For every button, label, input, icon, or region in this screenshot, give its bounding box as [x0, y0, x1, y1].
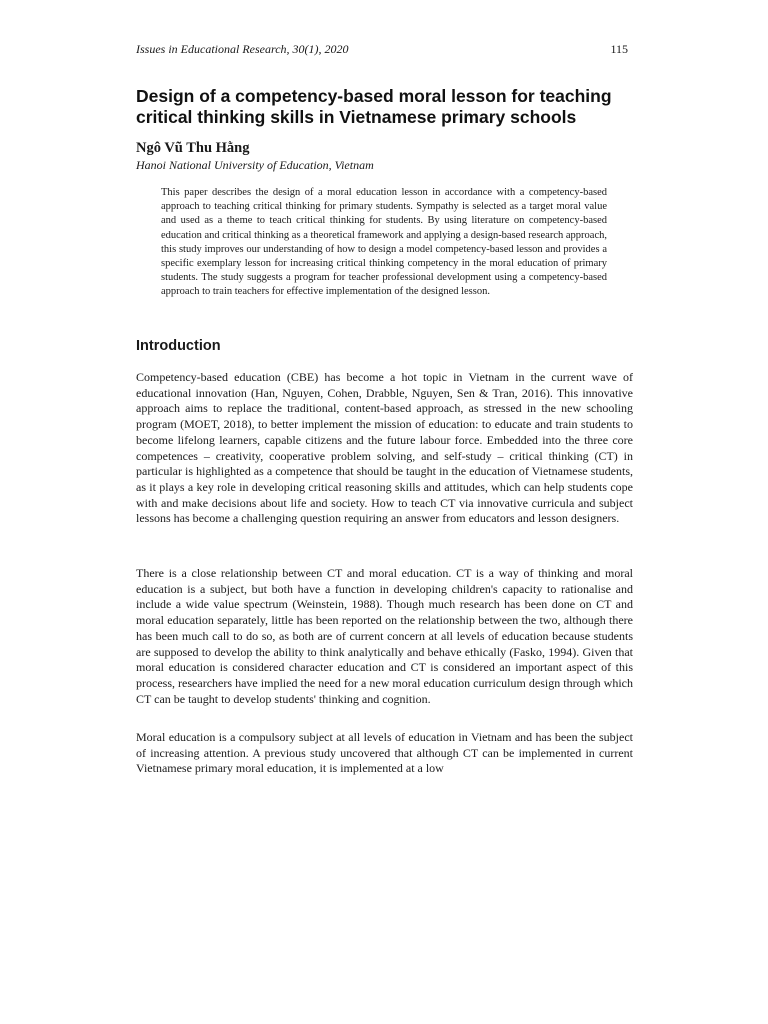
- page-number: 115: [610, 42, 628, 56]
- article-title: Design of a competency-based moral lesson for teaching critical thinking skills in Vietnamese primary schools: [136, 86, 612, 127]
- section-heading: Introduction: [136, 338, 221, 354]
- author-affiliation: Hanoi National University of Education, Vietnam: [136, 158, 374, 172]
- body-paragraph: There is a close relationship between CT and moral education. CT is a way of thinking and moral education is a subject, but both have a function in developing children's capacity to rationalise and include a wide value spectrum (Weinstein, 1988). Though much research has been done on CT and moral education separately, little has been reported on the relationship between the two, although there has been much call to do so, as both are of current concern at all levels of education because students are supposed to develop the ability to think analytically and behave ethically (Fasko, 1994). Given that moral education is considered character education and CT is considered an important aspect of this process, researchers have implied the need for a new moral education curriculum design through which CT can be taught to develop students' thinking and cognition.: [136, 566, 633, 706]
- body-paragraph: Competency-based education (CBE) has become a hot topic in Vietnam in the current wave of educational innovation (Han, Nguyen, Cohen, Drabble, Nguyen, Sen & Tran, 2016). This innovative approach aims to replace the traditional, content-based approach, as stressed in the new schooling program (MOET, 2018), to better implement the mission of education: to educate and train students to become lifelong learners, capable citizens and the future labour force. Embedded into the three core competences – creativity, cooperative problem solving, and self-study – critical thinking (CT) in particular is highlighted as a competence that should be taught in the education of Vietnamese students, as it plays a key role in developing critical reasoning skills and attitudes, which can help students cope with and make decisions about life and society. How to teach CT via innovative curricula and subject lessons has become a challenging question requiring an answer from educators and lesson designers.: [136, 370, 633, 526]
- body-paragraph: Moral education is a compulsory subject at all levels of education in Vietnam and has been the subject of increasing attention. A previous study uncovered that although CT can be implemented in current Vietnamese primary moral education, it is implemented at a low: [136, 730, 633, 776]
- running-header: [136, 42, 628, 58]
- journal-citation: Issues in Educational Research, 30(1), 2020: [136, 42, 349, 56]
- abstract: This paper describes the design of a moral education lesson in accordance with a competency-based approach to teaching critical thinking for primary students. Sympathy is selected as a target moral value and used as a theme to teach critical thinking for students. By using literature on competency-based education and critical thinking as a theoretical framework and applying a design-based research approach, this study improves our understanding of how to design a model competency-based lesson and provides a specific exemplary lesson for increasing critical thinking competency in the moral education of primary students. The study suggests a program for teacher professional development using a competency-based approach to train teachers for effective implementation of the designed lesson.: [161, 187, 607, 298]
- author-name: Ngô Vũ Thu Hằng: [136, 140, 250, 156]
